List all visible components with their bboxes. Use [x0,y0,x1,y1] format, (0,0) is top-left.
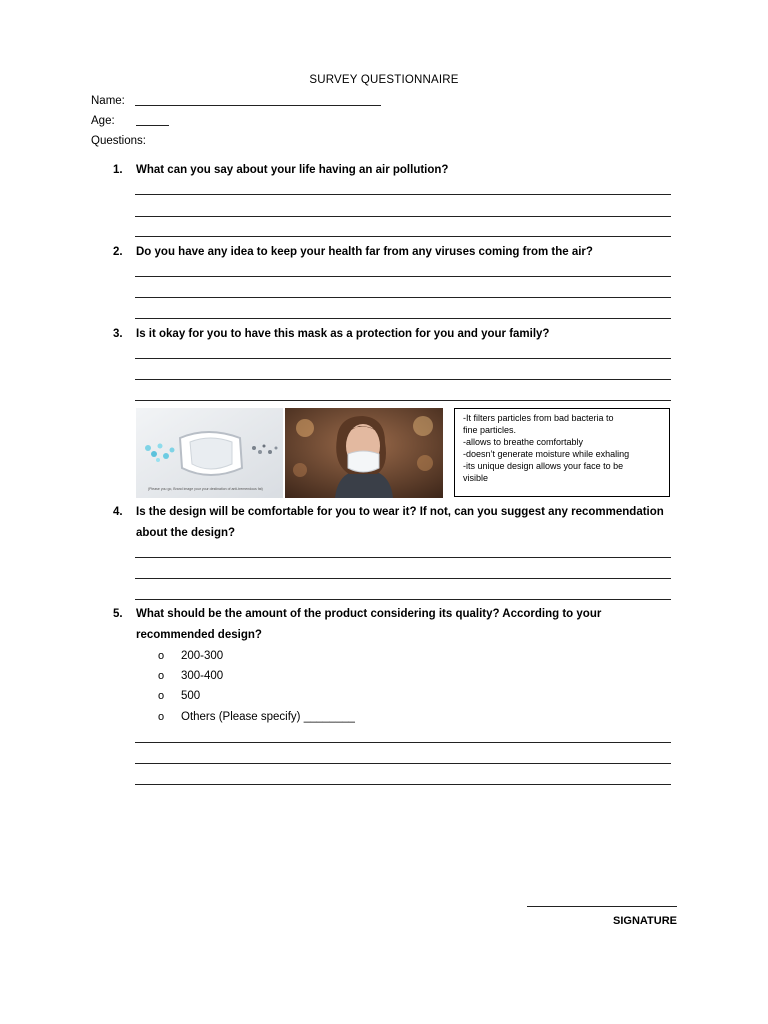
answer-line[interactable] [135,379,671,380]
answer-line[interactable] [135,784,671,785]
question-text-continued: about the design? [136,527,236,539]
answer-line[interactable] [135,742,671,743]
signature-line[interactable] [527,906,677,907]
question-number: 4. [113,506,123,518]
age-label: Age: [91,115,115,127]
feature-line: -doesn’t generate moisture while exhaling [463,449,630,459]
question-text: What should be the amount of the product considering its quality? According to your [136,608,602,620]
question-text: Is the design will be comfortable for you to wear it? If not, can you suggest any recommendation [136,506,664,518]
option-label: 500 [181,690,201,702]
question-text: What can you say about your life having an air pollution? [136,164,449,176]
option-bullet[interactable]: o [158,650,165,662]
option-bullet[interactable]: o [158,670,165,682]
person-wearing-mask-image [285,408,443,498]
answer-line[interactable] [135,318,671,319]
mask-product-image [136,408,283,498]
answer-line[interactable] [135,578,671,579]
name-label: Name: [91,95,125,107]
answer-line[interactable] [135,216,671,217]
age-field[interactable] [136,125,169,126]
option-label-others: Others (Please specify) ________ [181,711,355,723]
question-number: 2. [113,246,123,258]
feature-line: visible [463,473,489,483]
question-text: Do you have any idea to keep your health far from any viruses coming from the air? [136,246,593,258]
question-number: 1. [113,164,123,176]
option-label: 200-300 [181,650,224,662]
signature-label: SIGNATURE [613,915,677,927]
feature-line: fine particles. [463,425,517,435]
option-label: 300-400 [181,670,224,682]
answer-line[interactable] [135,194,671,195]
answer-line[interactable] [135,599,671,600]
answer-line[interactable] [135,400,671,401]
feature-line: -It filters particles from bad bacteria to [463,413,614,423]
feature-description-box [454,408,670,497]
answer-line[interactable] [135,276,671,277]
option-bullet[interactable]: o [158,690,165,702]
question-number: 5. [113,608,123,620]
page-title: SURVEY QUESTIONNAIRE [309,74,459,86]
question-text: Is it okay for you to have this mask as a protection for you and your family? [136,328,550,340]
question-text-continued: recommended design? [136,629,262,641]
option-bullet[interactable]: o [158,711,165,723]
answer-line[interactable] [135,236,671,237]
image-caption: (Please you go, Brand image your your destination of anti-tremendous fat) [148,487,263,491]
questions-label: Questions: [91,135,146,147]
answer-line[interactable] [135,358,671,359]
name-field[interactable] [135,105,381,106]
feature-line: -allows to breathe comfortably [463,437,584,447]
answer-line[interactable] [135,297,671,298]
question-number: 3. [113,328,123,340]
feature-line: -its unique design allows your face to be [463,461,624,471]
answer-line[interactable] [135,557,671,558]
answer-line[interactable] [135,763,671,764]
